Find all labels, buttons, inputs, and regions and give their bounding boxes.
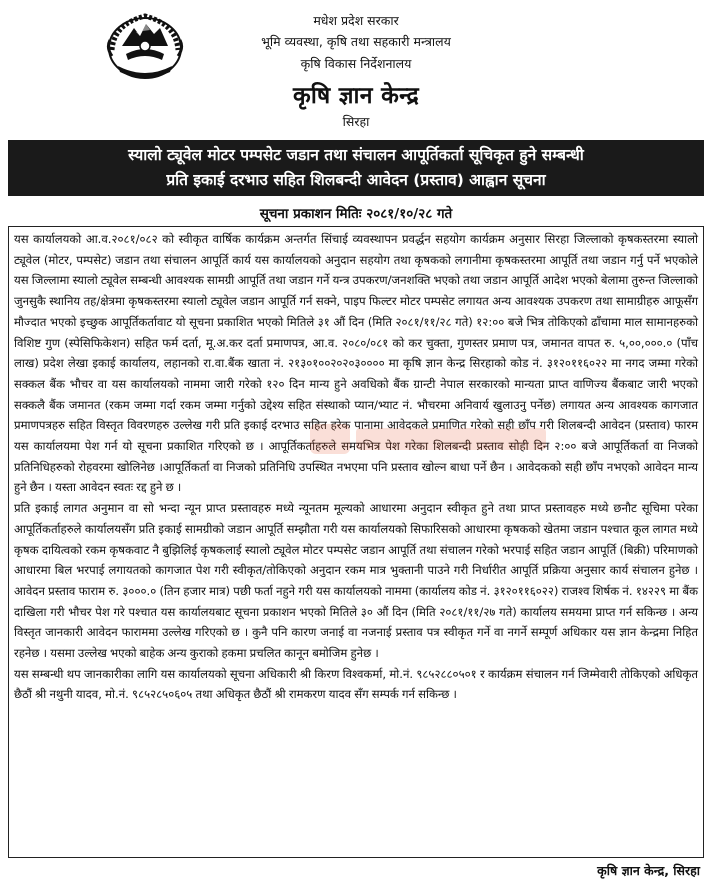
notice-title-line-1: स्यालो ट्यूवेल मोटर पम्पसेट जडान तथा संचालन आपूर्तिकर्ता सूचिकृत हुने सम्बन्धी (128, 146, 584, 164)
office-title: कृषि ज्ञान केन्द्र (292, 83, 420, 109)
district-name: सिरहा (342, 114, 370, 129)
govt-name: मधेश प्रदेश सरकार (313, 13, 399, 28)
notice-title-line-2: प्रति इकाई दरभाउ सहित शिलबन्दी आवेदन (प्रस्ताव) आह्वान सूचना (166, 171, 546, 189)
notice-paragraph-2: प्रति इकाई लागत अनुमान वा सो भन्दा न्यून प्राप्त प्रस्तावहरु मध्ये न्यूनतम मूल्यको आधारमा अनुदान स्वीकृत हुने तथा प्राप्त प्रस्तावहरु मध्ये छनौट सूचिमा परेका आपूर्तिकर्ताहरुले कार्यालयसँग प्रति इकाई सामग्रीको जडान आपूर्ति सम्झौता गरी यस कार्यालयको सिफारिसको आधारमा कृषकको खेतमा जडान पश्चात कूल लागत मध्ये कृषक दायित्वको रकम कृषकवाट नै बुझिलिई कृषकलाई स्यालो ट्यूवेल मोटर पम्पसेट जडान आपूर्ति तथा संचालन गरेको भरपाई सहित जडान आपूर्ति (बिक्री) परिमाणको आधारमा बिल भरपाई लगायतको कागजात पेश गरी स्वीकृत/तोकिएको अनुदान रकम मात्र भुक्तानी पाउने गरी निर्धारीत आपूर्ति प्रक्रिया अनुसार कार्य संचालन हुनेछ । आवेदन प्रस्ताव फाराम रु. ३०००.० (तिन हजार मात्र) पछी फर्ता नहुने गरी यस कार्यालयको नाममा (कार्यालय कोड नं. ३१२०११६०२२) राजश्व शिर्षक नं. १४२२९ मा बैंक दाखिला गरी भौचर पेश गरे पश्चात यस कार्यालयबाट सूचना प्रकाशन भएको मितिले ३० औं दिन (मिति २०८१/११/२७ गते) कार्यालय समयमा प्राप्त गर्न सकिन्छ । अन्य विस्तृत जानकारी आवेदन फाराममा उल्लेख गरिएको छ । कुनै पनि कारण जनाई वा नजनाई प्रस्ताव पत्र स्वीकृत गर्ने वा नगर्ने सम्पूर्ण अधिकार यस ज्ञान केन्द्रमा निहित रहनेछ । यसमा उल्लेख भएको बाहेक अन्य कुराको हकमा प्रचलित कानून बमोजिम हुनेछ । (14, 501, 698, 661)
notice-header (0, 0, 712, 140)
notice-paragraph-3: यस सम्बन्धी थप जानकारीका लागि यस कार्यालयको सूचना अधिकारी श्री किरण विश्वकर्मा, मो.नं. ९८५२८८०५०१ र कार्यक्रम संचालन गर्न जिम्मेवारी तोकिएको अधिकृत छैठौं श्री नथुनी यादव, मो.नं. ९८५२८५०६०५ तथा अधिकृत छैठौं श्री रामकरण यादव सँग सम्पर्क गर्न सकिन्छ । (14, 666, 698, 702)
notice-paragraph-1: यस कार्यालयको आ.व.२०८१/०८२ को स्वीकृत वार्षिक कार्यक्रम अन्तर्गत सिंचाई व्यवस्थापन प्रवर्द्धन सहयोग कार्यक्रम अनुसार सिरहा जिल्लाको कृषकस्तरमा स्यालो ट्यूवेल (मोटर, पम्पसेट) जडान तथा संचालन आपूर्ति कार्य यस कार्यालयको अनुदान सहयोग तथा कृषकको लगानीमा कृषकस्तरमा आपूर्ति तथा जडान गर्नु पर्ने भएकोले यस जिल्लामा स्यालो ट्यूवेल सम्बन्धी आवश्यक सामग्री आपूर्ति तथा जडान गर्ने यन्त्र उपकरण/जनशक्ति भएको तथा जडान आपूर्ति आदेश भएको बेलामा तुरुन्त जिल्लाको जुनसुकै स्थानिय तह/क्षेत्रमा कृषकस्तरमा स्यालो ट्यूवेल जडान आपूर्ति गर्न सक्ने, पाइप फिल्टर मोटर पम्पसेट लगायत अन्य आवश्यक उपकरण तथा सामाग्रीहरु आफूसँग मौज्दात भएको इच्छुक आपूर्तिकर्तावाट यो सूचना प्रकाशित भएको मितिले ३१ औं दिन (मिति २०८१/११/२८ गते) १२:०० बजे भित्र तोकिएको ढाँचामा माल सामानहरुको विशिष्ट गुण (स्पेसिफिकेशन) सहित फर्म दर्ता, मू.अ.कर दर्ता प्रमाणपत्र, आ.व. २०८०/०८१ को कर चुक्ता, गुणस्तर प्रमाण पत्र, जमानत वापत रु. ५,००,०००.० (पाँच लाख) प्रदेश लेखा इकाई कार्यालय, लहानको रा.वा.बैंक खाता नं. २१३०१००२०२०३०००० मा कृषि ज्ञान केन्द्र सिरहाको कोड नं. ३१२०११६०२२ मा नगद जम्मा गरेको सक्कल बैंक भौचर वा यस कार्यालयको नाममा जारी गरेको १२० दिन मान्य हुने अवधिको बैंक ग्रान्टी नेपाल सरकारको मान्यता प्राप्त वाणिज्य बैंकबाट जारी भएको सक्कलै बैंक जमानत (रकम जम्मा गर्दा रकम जम्मा गर्नुको उद्देश्य सहित संस्थाको प्यान/भ्याट नं. भौचरमा अनिवार्य खुलाउनु पर्नेछ) लगायत अन्य आवश्यक कागजात प्रमाणपत्रहरु सहित विस्तृत विवरणहरु उल्लेख गरी प्रति इकाई दरभाउ सहित हरेक पानामा आवेदकले प्रमाणित गरेको सही छाँप गरी शिलबन्दी आवेदन (प्रस्ताव) फारम यस कार्यालयमा पेश गर्न यो सूचना प्रकाशित गरिएको छ । आपूर्तिकर्ताहरुले समयभित्र पेश गरेका शिलबन्दी प्रस्ताव सोही दिन २:०० बजे आपूर्तिकर्ता वा निजको प्रतिनिधिहरुको रोहवरमा खोलिनेछ ।आपूर्तिकर्ता वा निजको प्रतिनिधि उपस्थित नभएमा पनि प्रस्ताव खोल्न बाधा पर्ने छैन । आवेदकको सही छाँप नभएको आवेदन मान्य हुने छैन । यस्ता आवेदन स्वतः रद्द हुने छ । (14, 232, 698, 495)
notice-title-banner (8, 140, 704, 196)
notice-body (8, 226, 704, 858)
directorate-name: कृषि विकास निर्देशनालय (300, 56, 412, 71)
ministry-name: भूमि व्यवस्था, कृषि तथा सहकारी मन्त्रालय (261, 34, 451, 49)
signature-office: कृषि ज्ञान केन्द्र, सिरहा (597, 863, 700, 878)
publication-date: सूचना प्रकाशन मितिः २०८१/१०/२८ गते (259, 206, 453, 222)
